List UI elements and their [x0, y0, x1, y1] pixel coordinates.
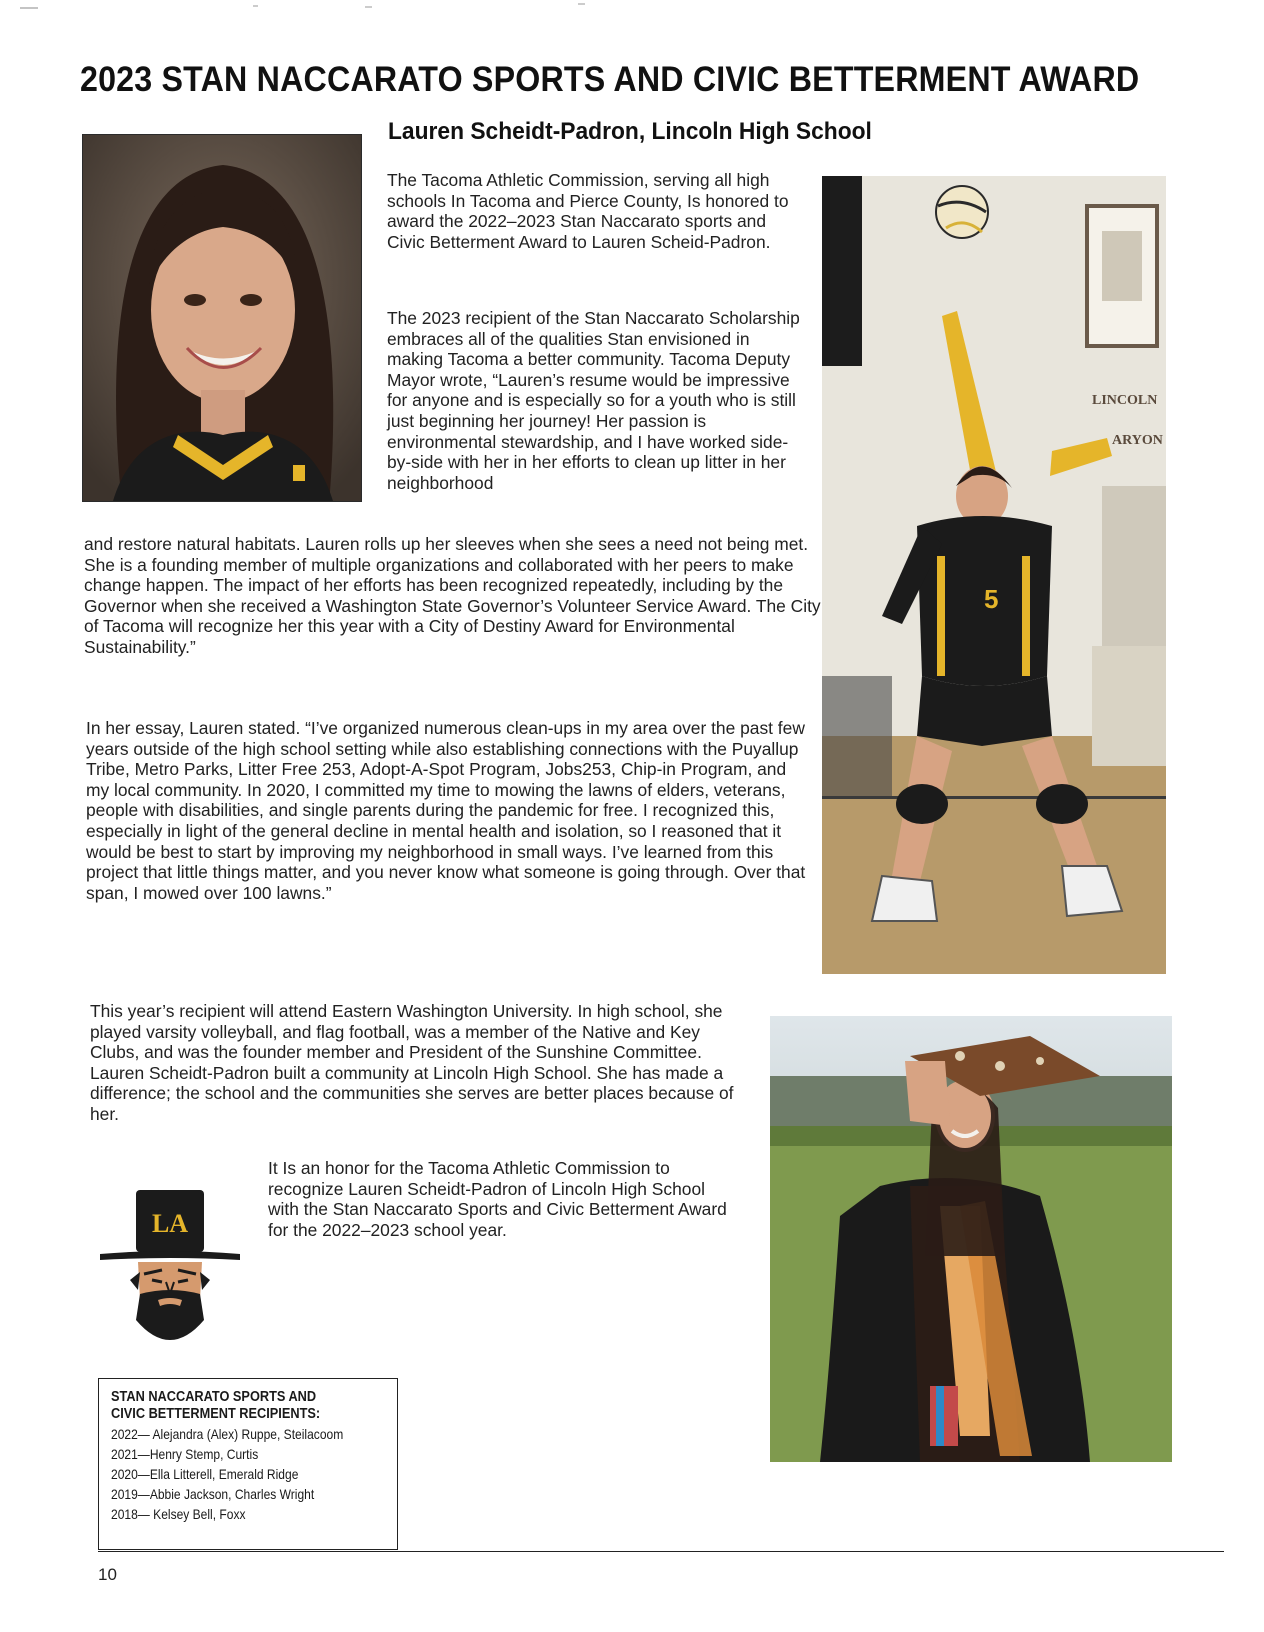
portrait-photo: [82, 134, 362, 502]
closing-paragraph: It Is an honor for the Tacoma Athletic Commission to recognize Lauren Scheidt-Padron of Lincoln High School with the Stan Naccarato Sports and Civic Betterment Award for the 2022–2023 school year.: [268, 1158, 727, 1240]
scan-marks: [0, 0, 1264, 14]
gym-banner-text-1: LINCOLN: [1092, 393, 1158, 408]
recipient-item: 2018— Kelsey Bell, Foxx: [111, 1506, 246, 1522]
essay-paragraph: In her essay, Lauren stated. “I’ve organized numerous clean-ups in my area over the past few years outside of the high school setting while also establishing connections with the Puyallup Tribe, Metro Parks, Litter Free 253, Adopt-A-Spot Program, Jobs253, Chip-in Program, and my local community. In 2020, I committed my time to mowing the lawns of elders, veterans, people with disabilities, and single parents during the pandemic for free. I recognized this, especially in light of the general decline in mental health and isolation, so I reasoned that it would be best to start by improving my neighborhood in small ways. I’ve learned from this project that little things matter, and you never know what someone is going through. Over that span, I mowed over 100 lawns.”: [86, 718, 806, 903]
page-number: 10: [98, 1565, 117, 1584]
university-paragraph: This year’s recipient will attend Eastern Washington University. In high school, she played varsity volleyball, and flag football, was a member of the Native and Key Clubs, and was the founder member and President of the Sunshine Committee. Lauren Scheidt-Padron built a community at Lincoln High School. She has made a difference; the school and the communities she serves are better places because of her.: [90, 1001, 734, 1124]
recipient-item: 2020—Ella Litterell, Emerald Ridge: [111, 1466, 299, 1482]
lincoln-mascot-logo: [100, 1190, 240, 1355]
graduation-photo: [770, 1016, 1172, 1462]
recipients-heading-line1: STAN NACCARATO SPORTS AND: [111, 1389, 317, 1405]
recipient-item: 2022— Alejandra (Alex) Ruppe, Steilacoom: [111, 1426, 344, 1442]
intro-paragraph: The Tacoma Athletic Commission, serving all high schools In Tacoma and Pierce County, Is honored to award the 2022–2023 Stan Naccarato sports and Civic Betterment Award to Lauren Scheid-Padron.: [387, 170, 789, 252]
recipients-heading-line2: CIVIC BETTERMENT RECIPIENTS:: [111, 1406, 321, 1422]
recipient-item: 2019—Abbie Jackson, Charles Wright: [111, 1486, 315, 1502]
article-subtitle: Lauren Scheidt-Padron, Lincoln High School: [388, 118, 872, 145]
recipient-paragraph-part2: and restore natural habitats. Lauren rolls up her sleeves when she sees a need not being met. She is a founding member of multiple organizations and collaborated with her peers to make change happen. The impact of her efforts has been recognized repeatedly, including by the Governor when she received a Washington State Governor’s Volunteer Service Award. The City of Tacoma will recognize her this year with a City of Destiny Award for Environmental Sustainability.”: [84, 534, 821, 657]
gym-banner-text-2: ARYON: [1112, 433, 1163, 448]
footer-rule: [98, 1551, 1224, 1552]
page-title: 2023 STAN NACCARATO SPORTS AND CIVIC BETTERMENT AWARD: [80, 60, 1140, 99]
logo-letters: LA: [151, 1209, 189, 1238]
recipients-box: [98, 1378, 398, 1550]
recipient-item: 2021—Henry Stemp, Curtis: [111, 1446, 259, 1462]
volleyball-photo: [822, 176, 1166, 974]
recipient-paragraph-part1: The 2023 recipient of the Stan Naccarato Scholarship embraces all of the qualities Stan envisioned in making Tacoma a better community. Tacoma Deputy Mayor wrote, “Lauren’s resume would be impressive for anyone and is especially so for a youth who is still just beginning her journey! Her passion is environmental stewardship, and I have worked side-by-side with her in her efforts to clean up litter in her neighborhood: [387, 308, 800, 493]
jersey-number: 5: [984, 584, 999, 614]
